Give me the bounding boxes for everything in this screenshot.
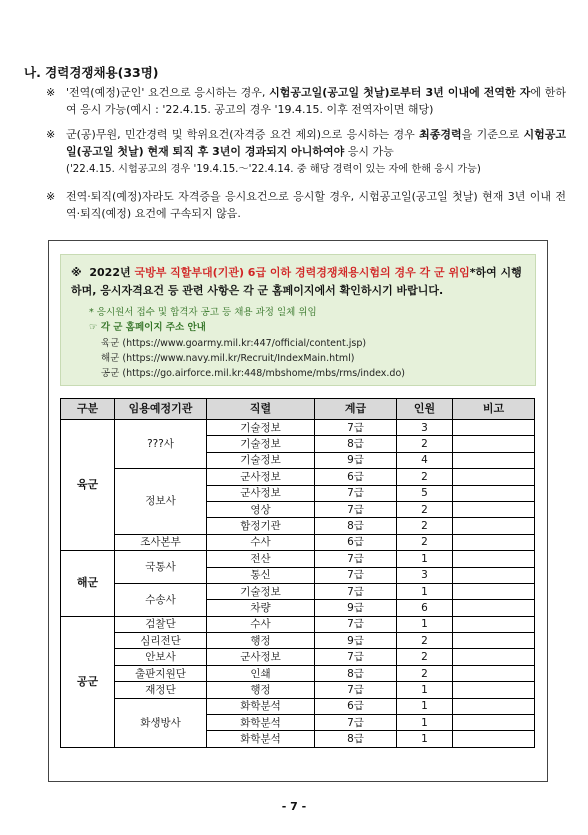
count-cell: 1 — [397, 715, 453, 731]
remarks-cell — [453, 633, 535, 649]
series-cell: 화학분석 — [207, 731, 315, 747]
notice-text: ※ 2022년 국방부 직할부대(기관) 6급 이하 경력경쟁채용시험의 경우 각 군 위임*하여 시행하며, 응시자격요건 등 관련 사항은 각 군 홈페이지에서 확인하시기 바랍니다. — [71, 266, 522, 297]
count-cell: 1 — [397, 616, 453, 632]
table-row — [61, 469, 535, 485]
org-cell: 정보사 — [115, 469, 207, 535]
url-army[interactable]: 육군 (https://www.goarmy.mil.kr:447/official/content.jsp) — [101, 338, 367, 349]
grade-cell: 7급 — [315, 551, 397, 567]
grade-cell: 6급 — [315, 469, 397, 485]
col-header: 직렬 — [207, 399, 315, 420]
note-mark: ※ — [46, 86, 56, 99]
table-row — [61, 665, 535, 681]
series-cell: 기술정보 — [207, 452, 315, 468]
remarks-cell — [453, 665, 535, 681]
table-row — [61, 649, 535, 665]
remarks-cell — [453, 485, 535, 501]
series-cell: 행정 — [207, 633, 315, 649]
remarks-cell — [453, 420, 535, 436]
note-subtext: ('22.4.15. 시험공고의 경우 '19.4.15.～'22.4.14. 중 해당 경력이 있는 자에 한해 응시 가능) — [66, 164, 481, 175]
org-cell: 화생방사 — [115, 698, 207, 747]
grade-cell: 7급 — [315, 649, 397, 665]
series-cell: 수사 — [207, 616, 315, 632]
notice-line-b: ☞ 각 군 홈페이지 주소 안내 — [89, 322, 206, 333]
recruit-table — [60, 398, 535, 748]
remarks-cell — [453, 682, 535, 698]
count-cell: 1 — [397, 583, 453, 599]
remarks-cell — [453, 731, 535, 747]
count-cell: 2 — [397, 469, 453, 485]
col-header: 인원 — [397, 399, 453, 420]
org-cell: 검찰단 — [115, 616, 207, 632]
count-cell: 2 — [397, 649, 453, 665]
table-row — [61, 583, 535, 599]
note-mark: ※ — [46, 190, 56, 203]
org-cell: 수송사 — [115, 583, 207, 616]
grade-cell: 7급 — [315, 420, 397, 436]
note-2 — [46, 126, 566, 178]
grade-cell: 9급 — [315, 600, 397, 616]
notice-highlight: 국방부 직할부대(기관) 6급 이하 경력경쟁채용시험의 경우 각 군 위임 — [134, 266, 470, 279]
col-header: 임용예정기관 — [115, 399, 207, 420]
col-header: 계급 — [315, 399, 397, 420]
series-cell: 영상 — [207, 501, 315, 517]
count-cell: 6 — [397, 600, 453, 616]
notice-box — [60, 254, 536, 386]
count-cell: 3 — [397, 567, 453, 583]
count-cell: 4 — [397, 452, 453, 468]
branch-cell: 공군 — [61, 616, 115, 747]
remarks-cell — [453, 600, 535, 616]
count-cell: 1 — [397, 698, 453, 714]
grade-cell: 9급 — [315, 633, 397, 649]
count-cell: 2 — [397, 633, 453, 649]
series-cell: 인쇄 — [207, 665, 315, 681]
table-row — [61, 633, 535, 649]
table-row — [61, 420, 535, 436]
count-cell: 2 — [397, 436, 453, 452]
grade-cell: 7급 — [315, 583, 397, 599]
remarks-cell — [453, 698, 535, 714]
series-cell: 군사정보 — [207, 485, 315, 501]
notice-line-a: * 응시원서 접수 및 합격자 공고 등 채용 과정 일체 위임 — [89, 307, 317, 318]
series-cell: 함정기관 — [207, 518, 315, 534]
org-cell: 국통사 — [115, 551, 207, 584]
remarks-cell — [453, 518, 535, 534]
remarks-cell — [453, 567, 535, 583]
grade-cell: 7급 — [315, 567, 397, 583]
org-cell: ???사 — [115, 420, 207, 469]
grade-cell: 7급 — [315, 501, 397, 517]
note-text: 전역·퇴직(예정)자라도 자격증을 응시요건으로 응시할 경우, 시험공고일(공고일 첫날) 현재 3년 이내 전역·퇴직(예정) 요건에 구속되지 않음. — [66, 190, 566, 220]
count-cell: 1 — [397, 551, 453, 567]
remarks-cell — [453, 436, 535, 452]
page-number: - 7 - — [281, 800, 307, 813]
series-cell: 군사정보 — [207, 469, 315, 485]
org-cell: 안보사 — [115, 649, 207, 665]
count-cell: 2 — [397, 518, 453, 534]
section-title: 나. 경력경쟁채용(33명) — [24, 65, 159, 80]
count-cell: 2 — [397, 534, 453, 550]
org-cell: 조사본부 — [115, 534, 207, 550]
org-cell: 출판지원단 — [115, 665, 207, 681]
count-cell: 1 — [397, 731, 453, 747]
series-cell: 전산 — [207, 551, 315, 567]
remarks-cell — [453, 501, 535, 517]
series-cell: 화학분석 — [207, 715, 315, 731]
remarks-cell — [453, 469, 535, 485]
remarks-cell — [453, 583, 535, 599]
grade-cell: 7급 — [315, 682, 397, 698]
remarks-cell — [453, 715, 535, 731]
count-cell: 3 — [397, 420, 453, 436]
grade-cell: 8급 — [315, 436, 397, 452]
table-row — [61, 682, 535, 698]
count-cell: 2 — [397, 501, 453, 517]
count-cell: 1 — [397, 682, 453, 698]
series-cell: 기술정보 — [207, 583, 315, 599]
remarks-cell — [453, 452, 535, 468]
remarks-cell — [453, 551, 535, 567]
grade-cell: 8급 — [315, 731, 397, 747]
table-row — [61, 534, 535, 550]
series-cell: 행정 — [207, 682, 315, 698]
note-text: 군(공)무원, 민간경력 및 학위요건(자격증 요건 제외)으로 응시하는 경우 최종경력을 기준으로 시험공고일(공고일 첫날) 현재 퇴직 후 3년이 경과되지 아니하여야 응시 가능 ('22.4.15. 시험공고의 경우 '19.4.15.～'22.4.14. 중 해당 경력이 있는 자에 한해 응시 가능) — [66, 128, 566, 175]
grade-cell: 6급 — [315, 534, 397, 550]
grade-cell: 8급 — [315, 518, 397, 534]
note-mark: ※ — [46, 128, 56, 141]
remarks-cell — [453, 649, 535, 665]
grade-cell: 7급 — [315, 616, 397, 632]
series-cell: 수사 — [207, 534, 315, 550]
series-cell: 군사정보 — [207, 649, 315, 665]
table-row — [61, 616, 535, 632]
table-row — [61, 698, 535, 714]
org-cell: 심리전단 — [115, 633, 207, 649]
remarks-cell — [453, 534, 535, 550]
table-header-row — [61, 399, 535, 420]
series-cell: 기술정보 — [207, 436, 315, 452]
series-cell: 차량 — [207, 600, 315, 616]
grade-cell: 7급 — [315, 715, 397, 731]
org-cell: 재정단 — [115, 682, 207, 698]
url-airforce[interactable]: 공군 (https://go.airforce.mil.kr:448/mbshome/mbs/rms/index.do) — [101, 368, 405, 379]
series-cell: 통신 — [207, 567, 315, 583]
table-row — [61, 551, 535, 567]
note-3 — [46, 188, 566, 222]
col-header: 비고 — [453, 399, 535, 420]
series-cell: 화학분석 — [207, 698, 315, 714]
col-header: 구분 — [61, 399, 115, 420]
grade-cell: 8급 — [315, 665, 397, 681]
series-cell: 기술정보 — [207, 420, 315, 436]
note-text: '전역(예정)군인' 요건으로 응시하는 경우, 시험공고일(공고일 첫날)로부터 3년 이내에 전역한 자에 한하여 응시 가능(예시 : '22.4.15. 공고의 경우 '19.4.15. 이후 전역자이면 해당) — [66, 86, 566, 116]
branch-cell: 해군 — [61, 551, 115, 617]
count-cell: 2 — [397, 665, 453, 681]
grade-cell: 7급 — [315, 485, 397, 501]
branch-cell: 육군 — [61, 420, 115, 551]
note-1 — [46, 84, 566, 118]
remarks-cell — [453, 616, 535, 632]
count-cell: 5 — [397, 485, 453, 501]
url-navy[interactable]: 해군 (https://www.navy.mil.kr/Recruit/IndexMain.html) — [101, 353, 355, 364]
grade-cell: 9급 — [315, 452, 397, 468]
grade-cell: 6급 — [315, 698, 397, 714]
